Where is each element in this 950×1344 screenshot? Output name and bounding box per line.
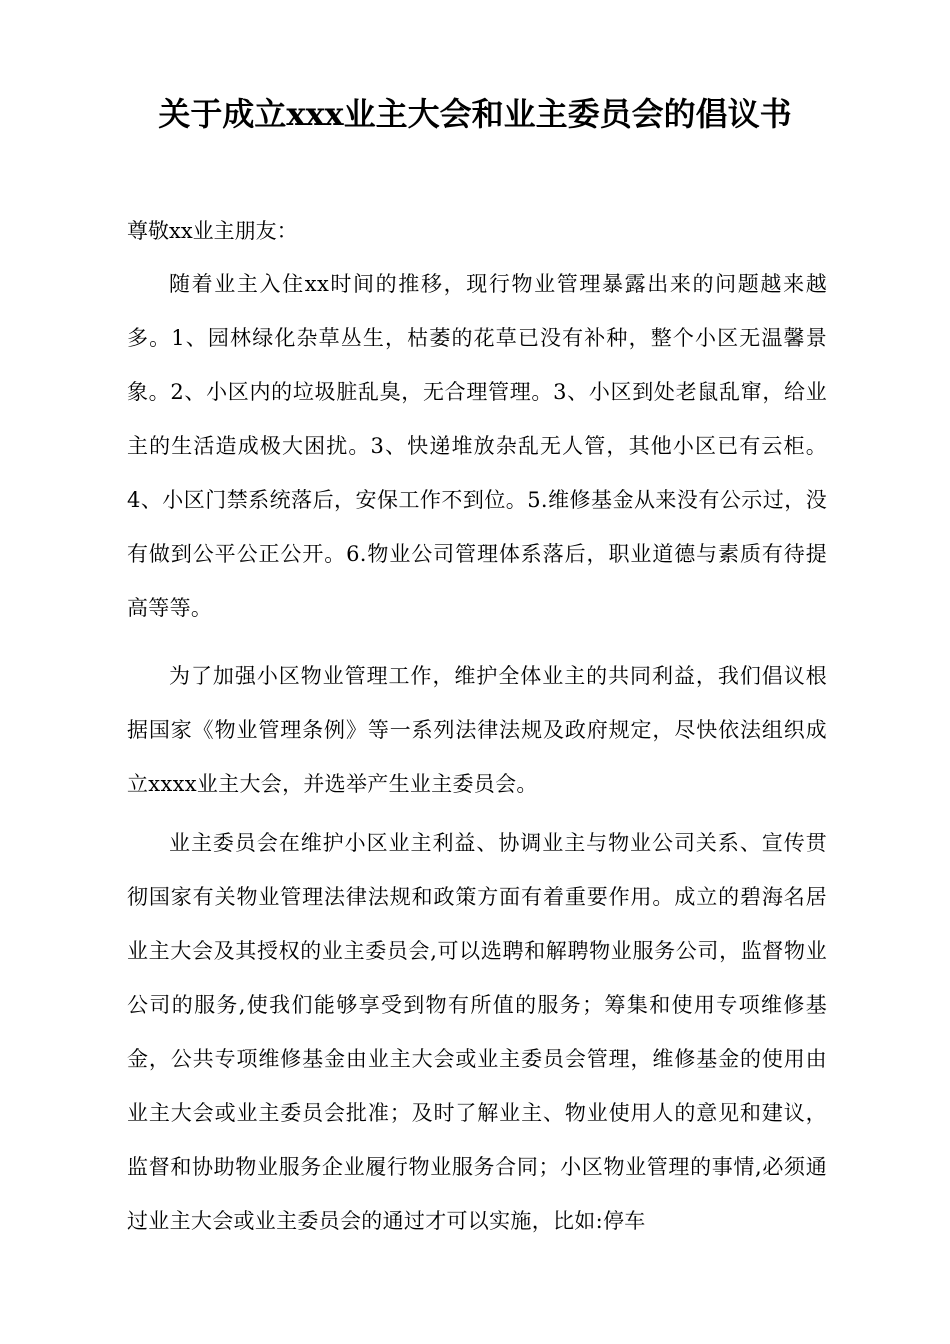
- paragraph-committee-role: 业主委员会在维护小区业主利益、协调业主与物业公司关系、宣传贯彻国家有关物业管理法律法规和政策方面有着重要作用。成立的碧海名居业主大会及其授权的业主委员会,可以选聘和解聘物业服务公司，监督物业公司的服务,使我们能够享受到物有所值的服务；筹集和使用专项维修基金，公共专项维修基金由业主大会或业主委员会管理，维修基金的使用由业主大会或业主委员会批准；及时了解业主、物业使用人的意见和建议，监督和协助物业服务企业履行物业服务合同；小区物业管理的事情,必须通过业主大会或业主委员会的通过才可以实施，比如:停车: [127, 831, 827, 1233]
- paragraph-proposal: 为了加强小区物业管理工作，维护全体业主的共同利益，我们倡议根据国家《物业管理条例》等一系列法律法规及政府规定，尽快依法组织成立xxxx业主大会，并选举产生业主委员会。: [127, 664, 827, 796]
- paragraph-problems: 随着业主入住xx时间的推移，现行物业管理暴露出来的问题越来越多。1、园林绿化杂草丛生，枯萎的花草已没有补种，整个小区无温馨景象。2、小区内的垃圾脏乱臭，无合理管理。3、小区到处老鼠乱窜，给业主的生活造成极大困扰。3、快递堆放杂乱无人管，其他小区已有云柜。4、小区门禁系统落后，安保工作不到位。5.维修基金从来没有公示过，没有做到公平公正公开。6.物业公司管理体系落后，职业道德与素质有待提高等等。: [127, 272, 827, 620]
- document-title: 关于成立xxx业主大会和业主委员会的倡议书: [158, 95, 792, 133]
- salutation: 尊敬xx业主朋友：: [127, 219, 298, 243]
